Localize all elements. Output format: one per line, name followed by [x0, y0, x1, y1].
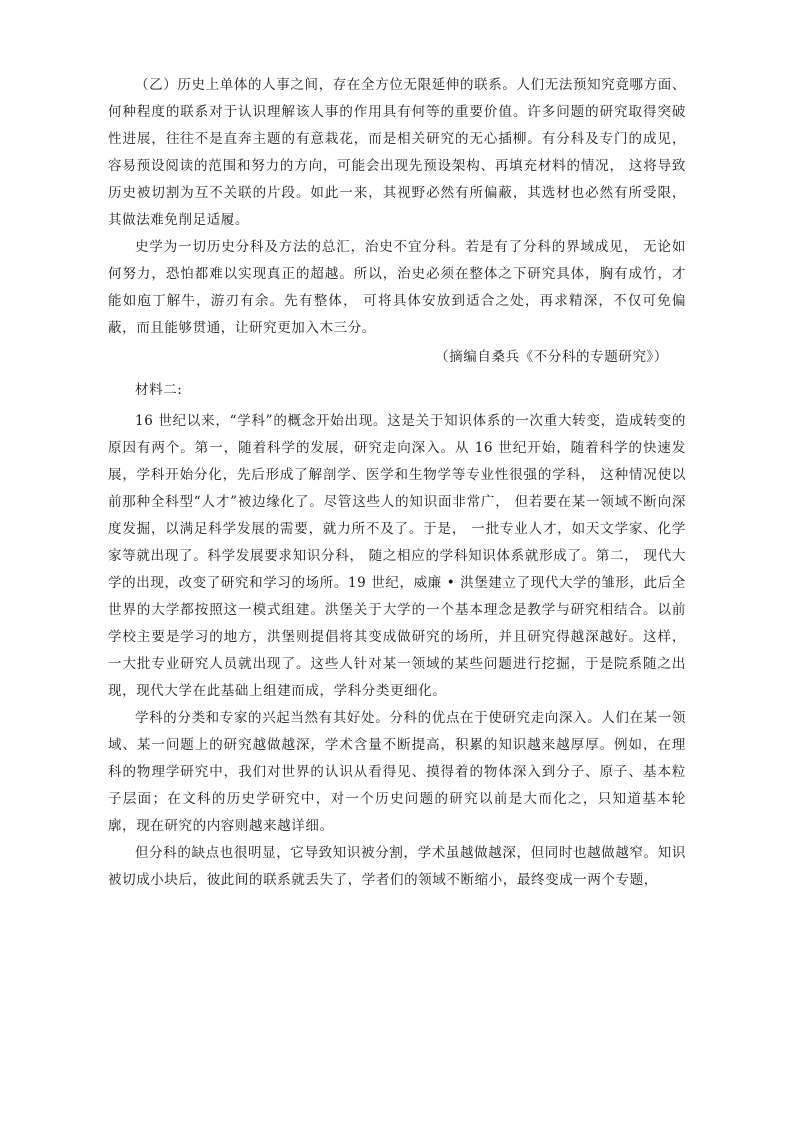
paragraph: 16 世纪以来，“学科”的概念开始出现。这是关于知识体系的一次重大转变，造成转变的原因有两个。第一，随着科学的发展，研究走向深入。从 16 世纪开始，随着科学的快速发展，学科开始分化，先后形成了解剖学、医学和生物学等专业性很强的学科， 这种情况使以前那种全科型“人才”被边缘化了。尽管这些人的知识面非常广， 但若要在某一领域不断向深度发掘，以满足科学发展的需要，就力所不及了。于是， 一批专业人才，如天文学家、化学家等就出现了。科学发展要求知识分科， 随之相应的学科知识体系就形成了。第二， 现代大学的出现，改变了研究和学习的场所。19 世纪，威廉 • 洪堡建立了现代大学的雏形，此后全世界的大学都按照这一模式组建。洪堡关于大学的一个基本理念是教学与研究相结合。以前学校主要是学习的地方，洪堡则提倡将其变成做研究的场所，并且研究得越深越好。这样，一大批专业研究人员就出现了。这些人针对某一领域的某些问题进行挖掘，于是院系随之出现，现代大学在此基础上组建而成，学科分类更细化。	[108, 413, 686, 699]
section-heading: 材料二:	[135, 382, 183, 398]
paragraph: 但分科的缺点也很明显，它导致知识被分割，学术虽越做越深，但同时也越做越窄。知识被切成小块后，彼此间的联系就丢失了，学者们的领域不断缩小，最终变成一两个专题，	[108, 845, 686, 888]
paragraph: 史学为一切历史分科及方法的总汇，治史不宜分科。若是有了分科的界域成见， 无论如何努力，恐怕都难以实现真正的超越。所以，治史必须在整体之下研究具体，胸有成竹，才能如庖丁解牛，游刃有余。先有整体， 可将具体安放到适合之处，再求精深，不仅可免偏蔽，而且能够贯通，让研究更加入木三分。	[108, 239, 686, 336]
source-citation: （摘编自桑兵《不分科的专题研究》）	[435, 349, 668, 365]
paragraph: 学科的分类和专家的兴起当然有其好处。分科的优点在于使研究走向深入。人们在某一领域、某一问题上的研究越做越深，学术含量不断提高，积累的知识越来越厚厚。例如，在理科的物理学研究中，我们对世界的认识从看得见、摸得着的物体深入到分子、原子、基本粒子层面；在文科的历史学研究中，对一个历史问题的研究以前是大而化之，只知道基本轮廓，现在研究的内容则越来越详细。	[108, 710, 686, 834]
paragraph: （乙）历史上单体的人事之间，存在全方位无限延伸的联系。人们无法预知究竟哪方面、何种程度的联系对于认识理解该人事的作用具有何等的重要价值。许多问题的研究取得突破性进展，往往不是直奔主题的有意栽花，而是相关研究的无心插柳。有分科及专门的成见，容易预设阅读的范围和努力的方向，可能会出现先预设架构、再填充材料的情况， 这将导致历史被切割为互不关联的片段。如此一来，其视野必然有所偏蔽，其选材也必然有所受限，其做法难免削足适履。	[108, 77, 686, 228]
